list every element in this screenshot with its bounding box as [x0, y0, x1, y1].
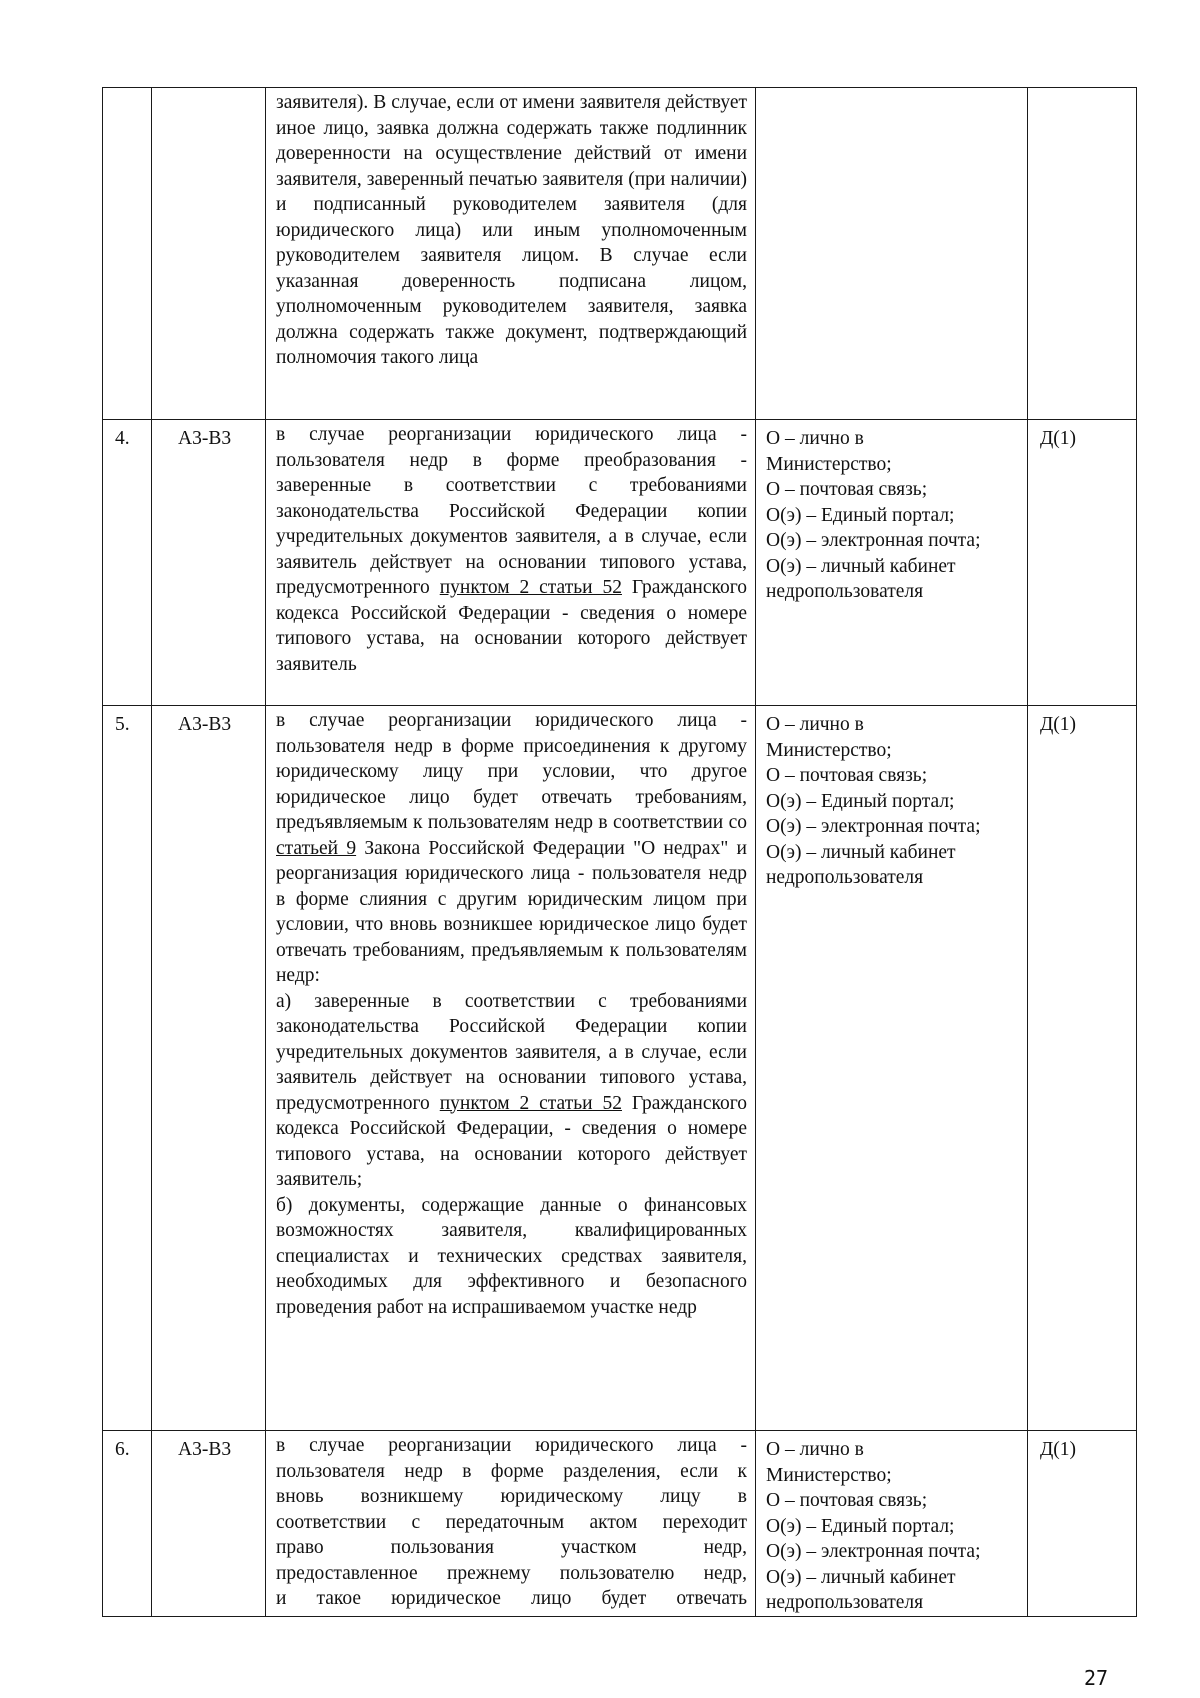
row-text-item-a: а) заверенные в соответствии с требованиями законодательства Российской Федерации копии учредительных документов заявителя, а в случае, если заявитель действует на основании типового устава, предусмотренного пунктом 2 статьи 52 Гражданского кодекса Российской Федерации, - сведения о номере типового устава, на основании которого действует заявитель; [276, 990, 747, 1190]
row-text-intro: в случае реорганизации юридического лица - пользователя недр в форме присоединения к другому юридическому лицу при условии, что другое юридическое лицо будет отвечать требованиям, предъявляемым к пользователям недр в соответствии со статьей 9 Закона Российской Федерации "О недрах" и реорганизация юридического лица - пользователя недр в форме слияния с другим юридическим лицом при условии, что вновь возникшее юридическое лицо будет отвечать требованиям, предъявляемым к пользователям недр: [276, 710, 747, 986]
method-line: недропользователя [766, 1592, 924, 1613]
row-result-cell: Д(1) [1028, 420, 1137, 706]
row-text-line: и такое юридическое лицо будет отвечать [276, 1588, 747, 1609]
method-line: недропользователя [766, 867, 924, 888]
legal-reference-link[interactable]: пунктом 2 статьи 52 [439, 1092, 622, 1114]
row-code-cell: А3-В3 [152, 1431, 266, 1617]
method-line: Министерство; [766, 739, 892, 761]
row-text-line: право пользования участком недр, [276, 1537, 747, 1558]
method-line: О(э) – личный кабинет [766, 1566, 956, 1588]
method-line: О(э) – Единый портал; [766, 790, 955, 812]
row-methods-cell [756, 420, 1028, 706]
row-code-cell: А3-В3 [152, 420, 266, 706]
method-line: О(э) – электронная почта; [766, 1541, 981, 1562]
document-table [102, 87, 1137, 1617]
page-number: 27 [1084, 1666, 1109, 1690]
table-row [103, 1431, 1137, 1617]
row-text-line: предоставленное прежнему пользователю недр, [276, 1562, 747, 1584]
row-methods-cell [756, 706, 1028, 1431]
method-line: О(э) – электронная почта; [766, 530, 981, 551]
row-text: в случае реорганизации юридического лица - пользователя недр в форме преобразования - заверенные в соответствии с требованиями законодательства Российской Федерации копии учредительных документов заявителя, а в случае, если заявитель действует на основании типового устава, предусмотренного пунктом 2 статьи 52 Гражданского кодекса Российской Федерации - сведения о номере типового устава, на основании которого действует заявитель [276, 424, 747, 675]
legal-reference-link[interactable]: статьей 9 [276, 837, 357, 859]
row-text-item-b: б) документы, содержащие данные о финансовых возможностях заявителя, квалифицированных специалистах и технических средствах заявителя, необходимых для эффективного и безопасного проведения работ на испрашиваемом участке недр [276, 1194, 747, 1318]
method-line: О(э) – личный кабинет [766, 555, 956, 577]
method-line: О – почтовая связь; [766, 479, 928, 500]
method-line: О(э) – Единый портал; [766, 1515, 955, 1537]
method-line: О – почтовая связь; [766, 1490, 928, 1511]
method-line: О – лично в [766, 714, 864, 735]
table-row [103, 420, 1137, 706]
method-line: О(э) – личный кабинет [766, 841, 956, 863]
row-number-cell [103, 88, 152, 420]
table-row [103, 88, 1137, 420]
row-text-cell [266, 1431, 756, 1617]
row-result-cell [1028, 88, 1137, 420]
row-text-cell [266, 706, 756, 1431]
row-number-cell: 5. [103, 706, 152, 1431]
row-code-cell [152, 88, 266, 420]
row-text-line: пользователя недр в форме разделения, если к [276, 1460, 747, 1482]
row-text: заявителя). В случае, если от имени заявителя действует иное лицо, заявка должна содержать также подлинник доверенности на осуществление действий от имени заявителя, заверенный печатью заявителя (при наличии) и подписанный руководителем заявителя (для юридического лица) или иным уполномоченным руководителем заявителя лицом. В случае если указанная доверенность подписана лицом, уполномоченным руководителем заявителя, заявка должна содержать также документ, подтверждающий полномочия такого лица [276, 92, 747, 368]
row-methods-cell [756, 88, 1028, 420]
row-text-cell [266, 88, 756, 420]
row-text-cell [266, 420, 756, 706]
method-line: О(э) – Единый портал; [766, 504, 955, 526]
row-text-line: вновь возникшему юридическому лицу в [276, 1486, 747, 1507]
row-code-cell: А3-В3 [152, 706, 266, 1431]
method-line: О – лично в [766, 1439, 864, 1460]
method-line: недропользователя [766, 581, 924, 602]
legal-reference-link[interactable]: пунктом 2 статьи 52 [439, 577, 622, 598]
method-line: О – лично в [766, 428, 864, 449]
row-result-cell: Д(1) [1028, 1431, 1137, 1617]
method-line: Министерство; [766, 453, 892, 475]
row-number-cell: 6. [103, 1431, 152, 1617]
method-line: О(э) – электронная почта; [766, 816, 981, 837]
row-result-cell: Д(1) [1028, 706, 1137, 1431]
method-line: О – почтовая связь; [766, 765, 928, 786]
method-line: Министерство; [766, 1464, 892, 1486]
row-text-line: соответствии с передаточным актом переходит [276, 1511, 747, 1533]
row-number-cell: 4. [103, 420, 152, 706]
table-row [103, 706, 1137, 1431]
row-text-line: в случае реорганизации юридического лица - [276, 1435, 747, 1456]
row-methods-cell [756, 1431, 1028, 1617]
